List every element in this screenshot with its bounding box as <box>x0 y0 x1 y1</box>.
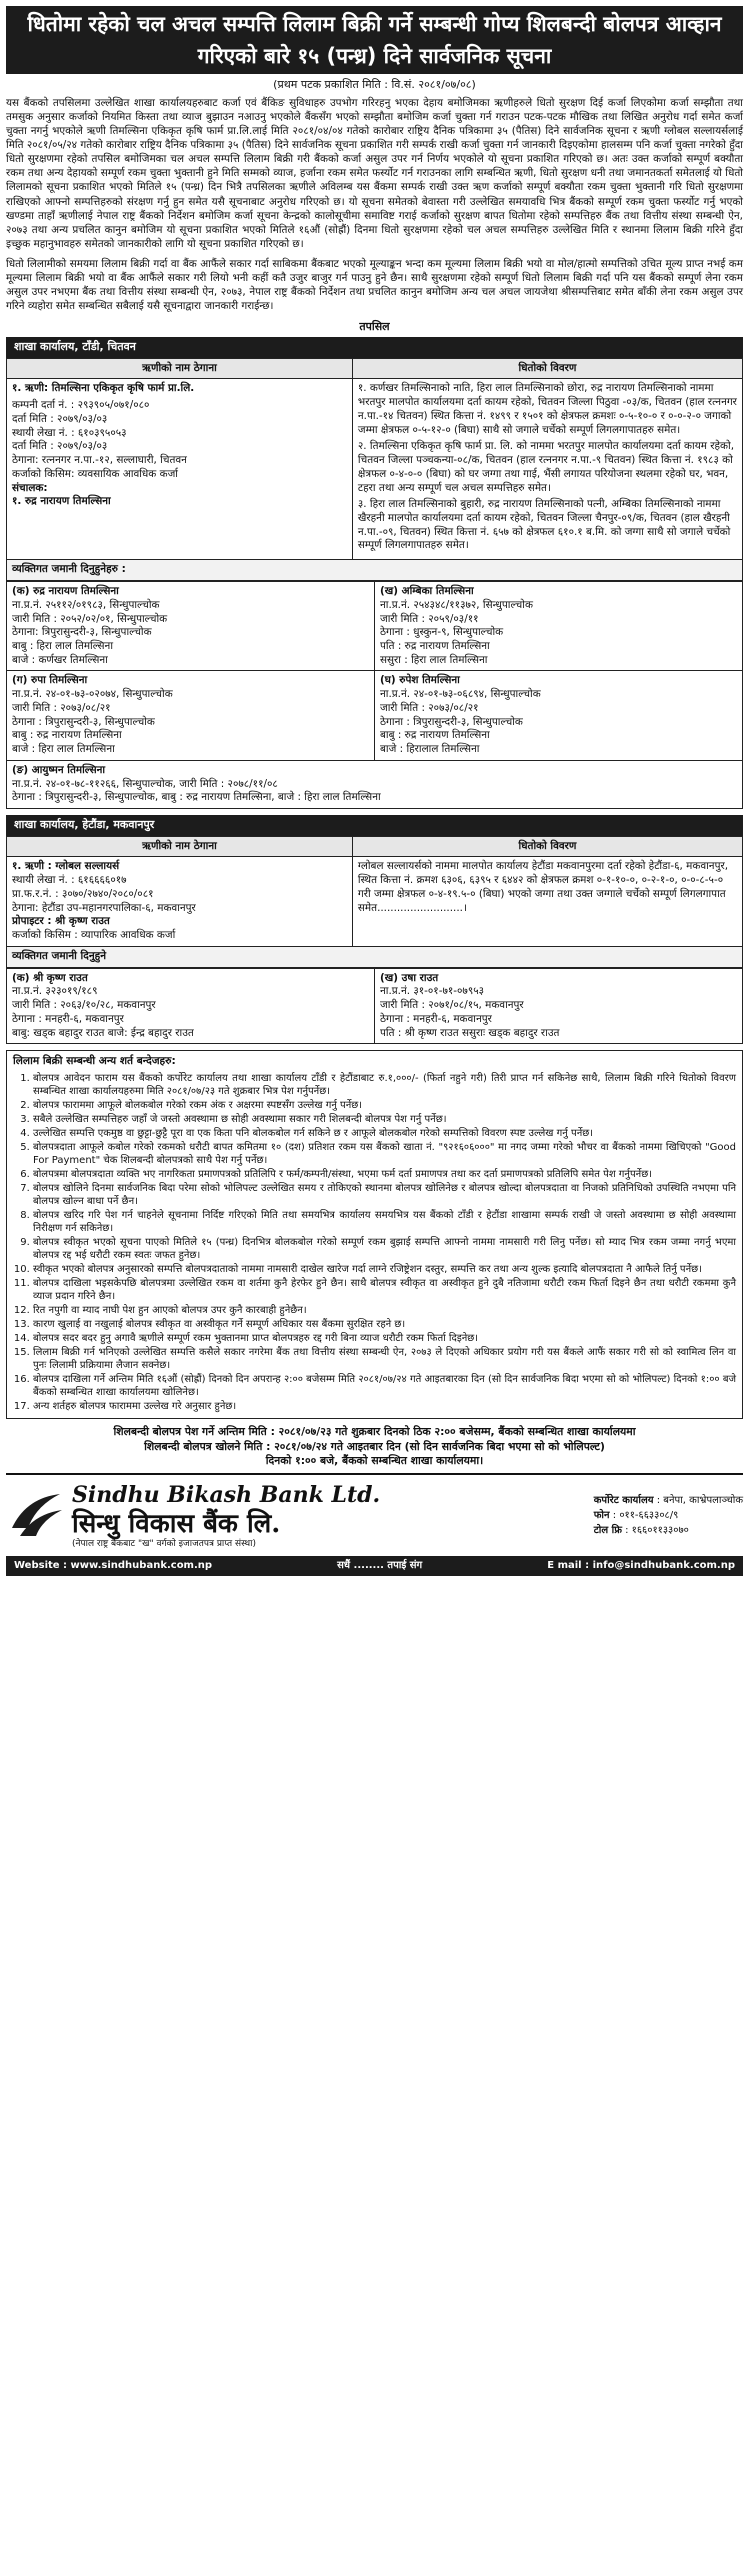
branch-header-tandi: शाखा कार्यालय, टाँडी, चितवन <box>6 337 743 358</box>
guarantor-card <box>375 968 743 1044</box>
guarantor-line: ना.प्र.नं. २४-०१-७३-०६८९४, सिन्धुपाल्चोक <box>380 688 541 701</box>
guarantor-table-tandi <box>6 581 743 809</box>
office-label: कर्पोरेट कार्यालय <box>593 1495 654 1507</box>
contact-info <box>594 1493 743 1538</box>
guarantor-line: जारी मिति : २०७३/०८/२१ <box>380 701 479 714</box>
condition-item: 17. अन्य शर्तहरु बोलपत्र फाराममा उल्लेख गरे अनुसार हुनेछ। <box>33 1400 736 1413</box>
opening-date: शिलबन्दी बोलपत्र खोलने मिति : २०८१/०७/२४ गते आइतबार दिन (सो दिन सार्वजनिक बिदा भएमा सो को भोलिपल्ट) <box>144 1439 605 1453</box>
condition-item: 15. लिलाम बिक्री गर्न भनिएको उल्लेखित सम्पत्ति कसैले सकार नगरेमा बैंक तथा वित्तीय संस्था सम्बन्धी ऐन, २०७३ ले दिएको अधिकार प्रयोग गरी यस बैंकले आफैं सकार गरी सो को स्वामित्व लिन वा पुनः लिलामी प्रक्रियामा लैजान सक्नेछ। <box>33 1346 736 1372</box>
guarantor-line: बाबु: खड्क बहादुर राउत बाजे: ईन्द्र बहादुर राउत <box>12 1026 194 1039</box>
guarantor-name: रुद्र नारायण तिमल्सिना <box>33 585 119 598</box>
opening-time: दिनको १:०० बजे, बैंकको सम्बन्धित शाखा कार्यालयमा। <box>265 1454 484 1468</box>
bank-name-nepali: सिन्धु विकास बैंक लि. <box>72 1508 281 1539</box>
condition-item: 8. बोलपत्र खरिद गरि पेश गर्न चाहनेले सूचनामा निर्दिष्ट गरिएको मिति तथा समयभित्र कार्यालय समयभित्र यस बैंकको टाँडी र हेटौंडा शाखामा सम्पर्क राखी जे जस्तो अवस्थामा छ सोही अवस्थामा निरीक्षण गर्न सकिनेछ। <box>33 1209 736 1235</box>
guarantor-tag: (घ) <box>380 674 396 687</box>
guarantor-card <box>7 671 375 760</box>
borrower-column-header: ऋणीको नाम ठेगाना <box>7 836 353 857</box>
guarantor-line: बाजे : हिरालाल तिमल्सिना <box>380 743 480 756</box>
borrower-line: संचालक: <box>12 481 48 494</box>
borrower-line: १. ऋणी: तिमल्सिना एकिकृत कृषि फार्म प्रा.लि. <box>12 382 195 395</box>
guarantor-card <box>375 671 743 760</box>
notice-page <box>6 6 743 2560</box>
guarantor-line: पति : श्री कृष्ण राउत ससुराः खड्क बहादुर राउत <box>380 1026 560 1039</box>
guarantor-name: आयुष्मन तिमल्सिना <box>31 763 106 776</box>
collateral-item: ३. हिरा लाल तिमल्सिनाको बुहारी, रुद्र नारायण तिमल्सिनाको पत्नी, अम्बिका तिमल्सिनाको नाममा खैरहनी मालपोत कार्यालयमा दर्ता कायम रहेको, चितवन जिल्ला चैनपुर-०९/क, चितवन (हाल खैरहनी न.पा.-०९, चितवन) स्थित कित्ता नं. ६५७ को क्षेत्रफल ६१०.१ ब.मि. को जग्गा साथै सो जगाले चर्चेको सम्पूर्ण लिगलगापातहरु समेत। <box>357 498 731 552</box>
intro-paragraph-2: धितो लिलामीको समयमा लिलाम बिक्री गर्दा वा बैंक आफैंले सकार गर्दा साबिकमा बैंकबाट भएको मूल्याङ्कन भन्दा कम मूल्यमा लिलाम बिक्री भयो वा मोल/हात्मो सम्पत्तिको उचित मूल्य प्राप्त नभई कम मूल्यमा लिलाम बिक्री भयो वा बैंक आफैंले सकार गरी लियो भनी कहीं कतै उजुर बाजुर गर्न पाउनु हुने छैन। साथै सुरक्षणमा रहेको सम्पूर्ण धितो लिलाम बिक्री गर्दा पनि यस बैंकको सम्पूर्ण लेना रकम असुल उपर नभएमा बैंक तथा वित्तीय संस्था सम्बन्धी ऐन, २०७३, नेपाल राष्ट्र बैंकको निर्देशन तथा प्रचलित कानुन बमोजिम अन्य चल अचल जायजेथा श्रीसम्पत्तिबाट समेत बाँकी लेना रकम असुल उपर गरिने व्यहोरा समेत सम्बन्धित सबैलाई यसै सूचनाद्वारा जानकारी गराईन्छ। <box>6 258 743 313</box>
website-link[interactable]: Website : www.sindhubank.com.np <box>14 1560 213 1572</box>
borrower-line: स्थायी लेखा नं. : ६१०३९५०५३ <box>12 426 127 439</box>
borrower-line: दर्ता मिति : २०७९/०३/०३ <box>12 412 108 425</box>
condition-item: 3. सबैले उल्लेखित सम्पत्तिहरु जहाँ जे जस्तो अवस्थामा छ सोही अवस्थामा सकार गरी शिलबन्दी बोलपत्र पेश गर्नु पर्नेछ। <box>33 1113 736 1126</box>
guarantor-tag: (क) <box>12 971 30 984</box>
borrower-line: दर्ता मिति : २०७९/०३/०३ <box>12 440 108 453</box>
guarantor-line: ठेगाना : त्रिपुरासुन्दरी-३, सिन्धुपाल्चोक, बाबु : रुद्र नारायण तिमल्सिना, बाजे : हिरा लाल तिमल्सिना <box>12 791 381 804</box>
borrower-details <box>7 379 353 560</box>
borrower-line: स्थायी लेखा नं. : ६१६६६६०१७ <box>12 874 127 887</box>
guarantor-name: रुपा तिमल्सिना <box>30 674 88 687</box>
bank-footer <box>6 1473 743 1551</box>
collateral-details: ग्लोबल सल्लायर्सको नाममा मालपोत कार्यालय हेटौंडा मकवानपुरमा दर्ता रहेको हेटौंडा-६, मकवानपुर, स्थित कित्ता नं. क्रमश ६३०६, ६३९५ र ६४४२ को क्षेत्रफल क्रमश ०-१-१०-०, ०-२-१-०, ०-०-८-५-० गरी जम्मा क्षेत्रफल ०-४-१९.५-० (बिघा) भएको जग्गा तथा उक्त जग्गाले चर्चेको सम्पूर्ण लिगलगापात समेत..........................। <box>352 857 742 946</box>
condition-item: 7. बोलपत्र खोलिने दिनमा सार्वजनिक बिदा परेमा सोको भोलिपल्ट उल्लेखित समय र तोकिएको स्थानमा बोलपत्र खोलिनेछ र बोलपत्र खोल्दा बोलपत्रदाता वा निजको प्रतिनिधिको उपस्थिति नभएमा पनि बोलपत्र खोल्न बाधा पर्ने छैन। <box>33 1182 736 1208</box>
tapasil-label: तपसिल <box>359 319 390 333</box>
branch-header-hetauda: शाखा कार्यालय, हेटौंडा, मकवानपुर <box>6 815 743 836</box>
guarantor-line: पति : रुद्र नारायण तिमल्सिना <box>380 640 490 652</box>
guarantor-tag: (ख) <box>380 971 398 984</box>
borrower-line: ठेगाना: रत्ननगर न.पा.-१२, सल्लाघारी, चितवन <box>12 454 187 467</box>
guarantor-line: जारी मिति : २०६३/१०/२८, मकवानपुर <box>12 999 156 1012</box>
guarantor-line: ना.प्र.नं. २४-०१-७३-०२०७४, सिन्धुपाल्चोक <box>12 688 173 701</box>
bank-logo-icon <box>6 1488 66 1544</box>
guarantor-tag: (ग) <box>12 674 28 687</box>
guarantor-line: जारी मिति : २०५२/०२/०१, सिन्धुपाल्चोक <box>12 612 168 625</box>
condition-item: 13. कारण खुलाई वा नखुलाई बोलपत्र स्वीकृत वा अस्वीकृत गर्ने सम्पूर्ण अधिकार यस बैंकमा सुरक्षित रहने छ। <box>33 1318 736 1331</box>
guarantor-line: ठेगाना : मनहरी-६, मकवानपुर <box>380 1012 492 1025</box>
bottom-contact-bar <box>6 1556 743 1575</box>
condition-item: 10. स्वीकृत भएको बोलपत्र अनुसारको सम्पत्ति बोलपत्रदाताको नाममा नामसारी दाखेल खारेज गर्दा लाग्ने रजिष्ट्रेशन दस्तुर, सम्पत्ति कर तथा अन्य शुल्क इत्यादि बोलपत्रदाता नै आफैले तिर्नु पर्नेछ। <box>33 1263 736 1276</box>
guarantor-line: ना.प्र.नं. ३२३०१९/१८९ <box>12 985 98 998</box>
condition-item: 16. बोलपत्र दाखिला गर्ने अन्तिम मिति १६औं (सोह्रौं) दिनको दिन अपरान्ह २:०० बजेसम्म मिति २०८१/०७/२४ गते आइतबारका दिन (सो दिन सार्वजनिक बिदा भएमा सो को भोलिपल्ट) दिनको १:०० बजे बैंकको सम्बन्धित शाखा कार्यालयमा खोलिनेछ। <box>33 1373 736 1399</box>
condition-item: 2. बोलपत्र फाराममा आफूले बोलकबोल गरेको रकम अंक र अक्षरमा स्पष्टसँग उल्लेख गर्नु पर्नेछ। <box>33 1099 736 1112</box>
guarantor-card <box>7 968 375 1044</box>
guarantor-line: बाबु : हिरा लाल तिमल्सिना <box>12 640 114 652</box>
guarantor-card <box>7 582 375 671</box>
conditions-list <box>13 1072 736 1413</box>
guarantor-line: ठेगाना : मनहरी-६, मकवानपुर <box>12 1012 124 1025</box>
guarantor-line: बाजे : हिरा लाल तिमल्सिना <box>12 743 115 756</box>
collateral-column-header: धितोको विवरण <box>352 836 742 857</box>
guarantor-line: ना.प्र.नं. २४-०१-७८-११२६६, सिन्धुपाल्चोक, जारी मिति : २०७८/११/०८ <box>12 777 278 790</box>
tollfree-number: : १६६०११३३०७० <box>625 1525 689 1537</box>
branch-hetauda-table <box>6 836 743 947</box>
collateral-item: २. तिमल्सिना एकिकृत कृषि फार्म प्रा. लि. को नाममा भरतपुर मालपोत कार्यालयमा दर्ता कायम रहेको, चितवन जिल्ला पञ्चकन्या-०८/क, चितवन (हाल रत्ननगर न.पा.-९ चितवन) स्थित कित्ता नं. १९८३ को क्षेत्रफल ०-४-०-० (बिघा) को घर जग्गा तथा गाई, भैंसी लगायत परियोजना स्थलमा रहेको घर, भवन, टहरा तथा अन्य सम्पूर्ण चल अचल सम्पत्तिहरु समेत। <box>357 440 735 494</box>
borrower-line: कर्जाको किसिम: व्यवसायिक आवधिक कर्जा <box>12 467 178 480</box>
guarantor-section-header: व्यक्तिगत जमानी दिनुहुनेहरु : <box>6 560 743 581</box>
guarantor-line: ना.प्र.नं. २५११२/०१९८३, सिन्धुपाल्चोक <box>12 598 160 611</box>
bank-slogan: सधैं ........ तपाई संग <box>337 1560 423 1572</box>
borrower-line: कर्जाको किसिम : व्यापारिक आवधिक कर्जा <box>12 929 176 941</box>
guarantor-card <box>375 582 743 671</box>
conditions-box <box>6 1050 743 1419</box>
guarantor-line: ना.प्र.नं. ३१-०१-७१-०७९५३ <box>380 985 485 998</box>
bank-logo <box>6 1481 380 1551</box>
guarantor-line: बाबु : रुद्र नारायण तिमल्सिना <box>380 729 490 742</box>
tollfree-label: टोल फ्रि <box>593 1525 622 1537</box>
guarantor-tag: (ख) <box>380 585 398 598</box>
bank-name-english: Sindhu Bikash Bank Ltd. <box>72 1481 381 1508</box>
notice-title: धितोमा रहेको चल अचल सम्पत्ति लिलाम बिक्री गर्ने सम्बन्धी गोप्य शिलबन्दी बोलपत्र आव्हान गरिएको बारे १५ (पन्ध्र) दिने सार्वजनिक सूचना <box>6 6 743 74</box>
condition-item: 12. रित नपुगी वा म्याद नाघी पेश हुन आएको बोलपत्र उपर कुनै कारबाही हुनेछैन। <box>33 1304 736 1317</box>
guarantor-line: बाजे : कर्णखर तिमल्सिना <box>12 653 108 666</box>
guarantor-line: ना.प्र.नं. २५४३४८/११३७२, सिन्धुपाल्चोक <box>380 598 533 611</box>
borrower-line: कम्पनी दर्ता नं. : २९३९०५/०७१/०८० <box>12 399 150 412</box>
borrower-line: १. ऋणी : ग्लोबल सल्लायर्स <box>12 860 120 873</box>
borrower-line: प्रोपाइटर : श्री कृष्ण राउत <box>12 915 110 928</box>
guarantor-name: अम्बिका तिमल्सिना <box>401 585 474 598</box>
guarantor-line: ठेगाना : त्रिपुरासुन्दरी-३, सिन्धुपाल्चोक <box>12 715 155 728</box>
borrower-details <box>7 857 353 946</box>
branch-tandi-table <box>6 358 743 561</box>
guarantor-line: जारी मिति : २०७३/०८/२१ <box>12 701 111 714</box>
condition-item: 6. बोलपत्रमा बोलपत्रदाता व्यक्ति भए नागरिकता प्रमाणपत्रको प्रतिलिपि र फर्म/कम्पनी/संस्था, भएमा फर्म दर्ता प्रमाणपत्र तथा कर दर्ता प्रमाणपत्रको प्रतिलिपि समेत पेश गर्नुपर्नेछ। <box>33 1168 736 1181</box>
phone-label: फोन <box>593 1510 610 1522</box>
conditions-title: लिलाम बिक्री सम्बन्धी अन्य शर्त बन्देजहरु: <box>13 1055 176 1068</box>
borrower-line: १. रुद्र नारायण तिमल्सिना <box>12 495 111 508</box>
guarantor-line: जारी मिति : २०५९/०३/११ <box>380 612 479 625</box>
guarantor-tag: (क) <box>12 585 30 598</box>
borrower-column-header: ऋणीको नाम ठेगाना <box>7 358 353 379</box>
guarantor-name: उषा राउत <box>401 971 439 984</box>
bank-license-note: (नेपाल राष्ट्र बैंकबाट "ख" वर्गको इजाजतपत्र प्राप्त संस्था) <box>72 1538 257 1549</box>
guarantor-line: ससुरा : हिरा लाल तिमल्सिना <box>380 653 488 666</box>
collateral-details <box>352 379 742 560</box>
publication-date: (प्रथम पटक प्रकाशित मिति : वि.सं. २०८१/०७/०८) <box>273 78 476 91</box>
borrower-line: प्रा.फ.र.नं. : ३०७०/२७४०/२०८०/०८१ <box>12 887 154 900</box>
guarantor-line: ठेगाना : त्रिपुरासुन्दरी-३, सिन्धुपाल्चोक <box>380 715 523 728</box>
guarantor-card <box>7 760 743 808</box>
guarantor-name: रुपेश तिमल्सिना <box>399 674 460 687</box>
guarantor-line: ठेगाना: त्रिपुरासुन्दरी-३, सिन्धुपाल्चोक <box>12 626 152 639</box>
guarantor-line: बाबु : रुद्र नारायण तिमल्सिना <box>12 729 122 742</box>
condition-item: 14. बोलपत्र सदर बदर हुनु अगावै ऋणीले सम्पूर्ण रकम भुक्तानमा प्राप्त बोलपत्रहरु रद्द गरी बिना व्याज धरौटी रकम फिर्ता दिइनेछ। <box>33 1332 736 1345</box>
phone-number: : ०११-६६३३०८/९ <box>612 1510 679 1522</box>
condition-item: 11. बोलपत्र दाखिला भइसकेपछि बोलपत्रमा उल्लेखित रकम वा शर्तमा कुनै हेरफेर हुने छैन। साथै बोलपत्र स्वीकृत वा अस्वीकृत हुने दुबै नतिजामा धरौटी रकम फिर्ता दिइने छैन तथा धरौटी रकममा कुनै व्याज प्रदान गरिने छैन। <box>33 1277 736 1303</box>
guarantor-table-hetauda <box>6 968 743 1045</box>
condition-item: 4. उल्लेखित सम्पत्ति एकमुष्ठ वा छुट्टा-छुट्टै पूरा वा एक किता पनि बोलकबोल गर्न सकिने छ र आफूले बोलकबोल गरेको सम्पत्तिको विवरण स्पष्ट उल्लेख गर्नु पर्नेछ। <box>33 1127 736 1140</box>
guarantor-tag: (ङ) <box>12 763 29 776</box>
guarantor-name: श्री कृष्ण राउत <box>33 971 88 984</box>
condition-item: 9. बोलपत्र स्वीकृत भएको सूचना पाएको मितिले १५ (पन्ध्र) दिनभित्र बोलकबोल गरेको सम्पूर्ण रकम बुझाई सम्पत्ति आफ्नो नाममा नामसारी गरी लिनु पर्नेछ। सो म्याद भित्र रकम जम्मा नगर्नु भएमा बोलपत्र रद्द भई धरौटी रकम स्वतः जफत हुनेछ। <box>33 1236 736 1262</box>
guarantor-section-header: व्यक्तिगत जमानी दिनुहुने <box>6 947 743 968</box>
condition-item: 1. बोलपत्र आवेदन फाराम यस बैंकको कर्पोरेट कार्यालय तथा शाखा कार्यालय टाँडी र हेटौंडाबाट रु.१,०००/- (फिर्ता नहुने गरी) तिरी प्राप्त गर्न सकिनेछ साथै, लिलाम बिक्री गरिने धितोको विवरण सम्बन्धित शाखा कार्यालयहरुमा मिति २०८१/०७/२३ गते शुक्रबार भित्र पेश गर्नुपर्नेछ। <box>33 1072 736 1098</box>
collateral-item: १. कर्णखर तिमल्सिनाको नाति, हिरा लाल तिमल्सिनाको छोरा, रुद्र नारायण तिमल्सिनाको नाममा भरतपुर मालपोत कार्यालयमा दर्ता कायम रहेको, चितवन जिल्ला पिठुवा -०३/क, चितवन (हाल रत्ननगर न.पा.-१४ चितवन) स्थित कित्ता नं. १४९९ र १५०१ को क्षेत्रफल क्रमशः ०-५-१०-० र ०-०-२-० जगाको जम्मा क्षेत्रफल ०-५-१२-० (बिघा) साथै सो जगाले चर्चेको सम्पूर्ण लिगलगापातहरु समेत। <box>357 382 737 436</box>
deadline-block <box>6 1425 743 1469</box>
collateral-column-header: धितोको विवरण <box>352 358 742 379</box>
intro-paragraph-1: यस बैंकको तपसिलमा उल्लेखित शाखा कार्यालयहरुबाट कर्जा एवं बैंकिङ सुविधाहरु उपभोग गरिरहनु भएका देहाय बमोजिमका ऋणीहरुले धितो सुरक्षण दिई कर्जा लिएकोमा कर्जा सम्झौता तथा तमसुक अनुसार कर्जाको नियमित किस्ता तथा व्याज बुझाउन नआउनु भएकोले बैंकसँग भएको सम्झौता बमोजिम कर्जा चुक्ता गर्न गराउन पटक-पटक मौखिक तथा लिखित अनुरोध गर्दा समेत कर्जा चुक्ता नगर्नु भएकोले ऋणी तिमल्सिना एकिकृत कृषि फार्म प्रा.लि.लाई मिति २०८१/०४/०४ गतेको कारोबार राष्ट्रिय दैनिक पत्रिकामा ३५ (पैतिस) दिने सार्वजनिक सूचना र ऋणी ग्लोबल सल्लायर्सलाई मिति २०८१/०५/२४ गतेको कारोबार राष्ट्रिय दैनिक पत्रिकामा ३५ (पैतिस) दिने सार्वजनिक सूचना प्रकाशित गरी सम्पर्क राखी कर्जा चुक्ता गर्न जानकारी दिइएकोमा हालसम्म पनि कर्जा चुक्ता नगरेको हुँदा धितो सुरक्षणमा रहेको तपसिल बमोजिमका चल अचल सम्पत्ति लिलाम बिक्री गरी बैंकको कर्जा असुल उपर गर्न निर्णय भएकोले यो सूचना प्रकाशित गरिएको छ। अतः उक्त कर्जाको सम्पूर्ण बक्यौता रकम तथा अन्य देहायको सम्पूर्ण रकम चुक्ता भुक्तानी हुने मिति सम्मको व्याज, हर्जाना रकम समेत फर्स्योट गर्न गराउनका लागि सम्बन्धित ऋणी, धितो सुरक्षण धनी तथा जमानतकर्ता समेतलाई यो धितो लिलामको सूचना प्रकाशित भएको मितिले १५ (पन्ध्र) दिन भित्रै तपसिलका ऋणीले अविलम्ब यस बैंकमा सम्पर्क राखी उक्त ऋण कर्जाको सम्पूर्ण बक्यौता रकम चुक्ता भुक्तानी गरि धितो सुरक्षणमा राखिएको आफ्नो सम्पत्तिहरुको संरक्षण गर्नु हुन समेत यसै सूचनाबाट अनुरोध गरिएको छ। यो सूचना समेतको बेवास्ता गरी उल्लेखित समयावधि भित्र बैंकको सम्पूर्ण रकम चुक्ता फर्स्योट गर्नु भएको खण्डमा ताहाँ ऋणीलाई नेपाल राष्ट्र बैंकको निर्देशन बमोजिम कर्जा सूचना केन्द्रको कालोसूचीमा समाविष्ट गराई कर्जाको सुरक्षण बापत धितोमा रहेको सम्पत्तिहरु बैंक तथा वित्तीय संस्था सम्बन्धी ऐन, २०७३ तथा अन्य प्रचलित कानुन बमोजिम यो सूचना प्रकाशित भएको मितिले १६औं (सोह्रौं) दिनमा धितो सुरक्षणमा रहेको चल अचल सम्पत्तिहरु उल्लेखित मिति र स्थानमा लिलाम बिक्री गरिने हुँदा इच्छुक महानुभावहरु समेतको जानकारीको लागि यो सूचना प्रकाशित गरिएको छ। <box>6 96 743 250</box>
submission-deadline: शिलबन्दी बोलपत्र पेश गर्ने अन्तिम मिति : २०८१/०७/२३ गते शुक्रबार दिनको ठिक २:०० बजेसम्म, बैंकको सम्बन्धित शाखा कार्यालयमा <box>113 1425 636 1439</box>
borrower-line: ठेगाना: हेटौंडा उप-महानगरपालिका-६, मकवानपुर <box>12 901 196 914</box>
condition-item: 5. बोलपत्रदाता आफूले कबोल गरेको रकमको धरौटी बापत कमितमा १० (दश) प्रतिशत रकम यस बैंकको खाता नं. "९२१६०६०००" मा नगद जम्मा गरेको भौचर वा बैंकको नाममा खिचिएको "Good For Payment" चेक शिलबन्दी बोलपत्रको साथै पेश गर्नु पर्नेछ। <box>33 1141 736 1167</box>
guarantor-line: जारी मिति : २०७१/०८/१५, मकवानपुर <box>380 999 524 1012</box>
email-link[interactable]: E mail : info@sindhubank.com.np <box>547 1560 735 1572</box>
office-address: : बनेपा, काभ्रेपलाञ्चोक <box>656 1495 743 1507</box>
guarantor-line: ठेगाना : धुस्कुन-९, सिन्धुपाल्चोक <box>380 626 504 639</box>
